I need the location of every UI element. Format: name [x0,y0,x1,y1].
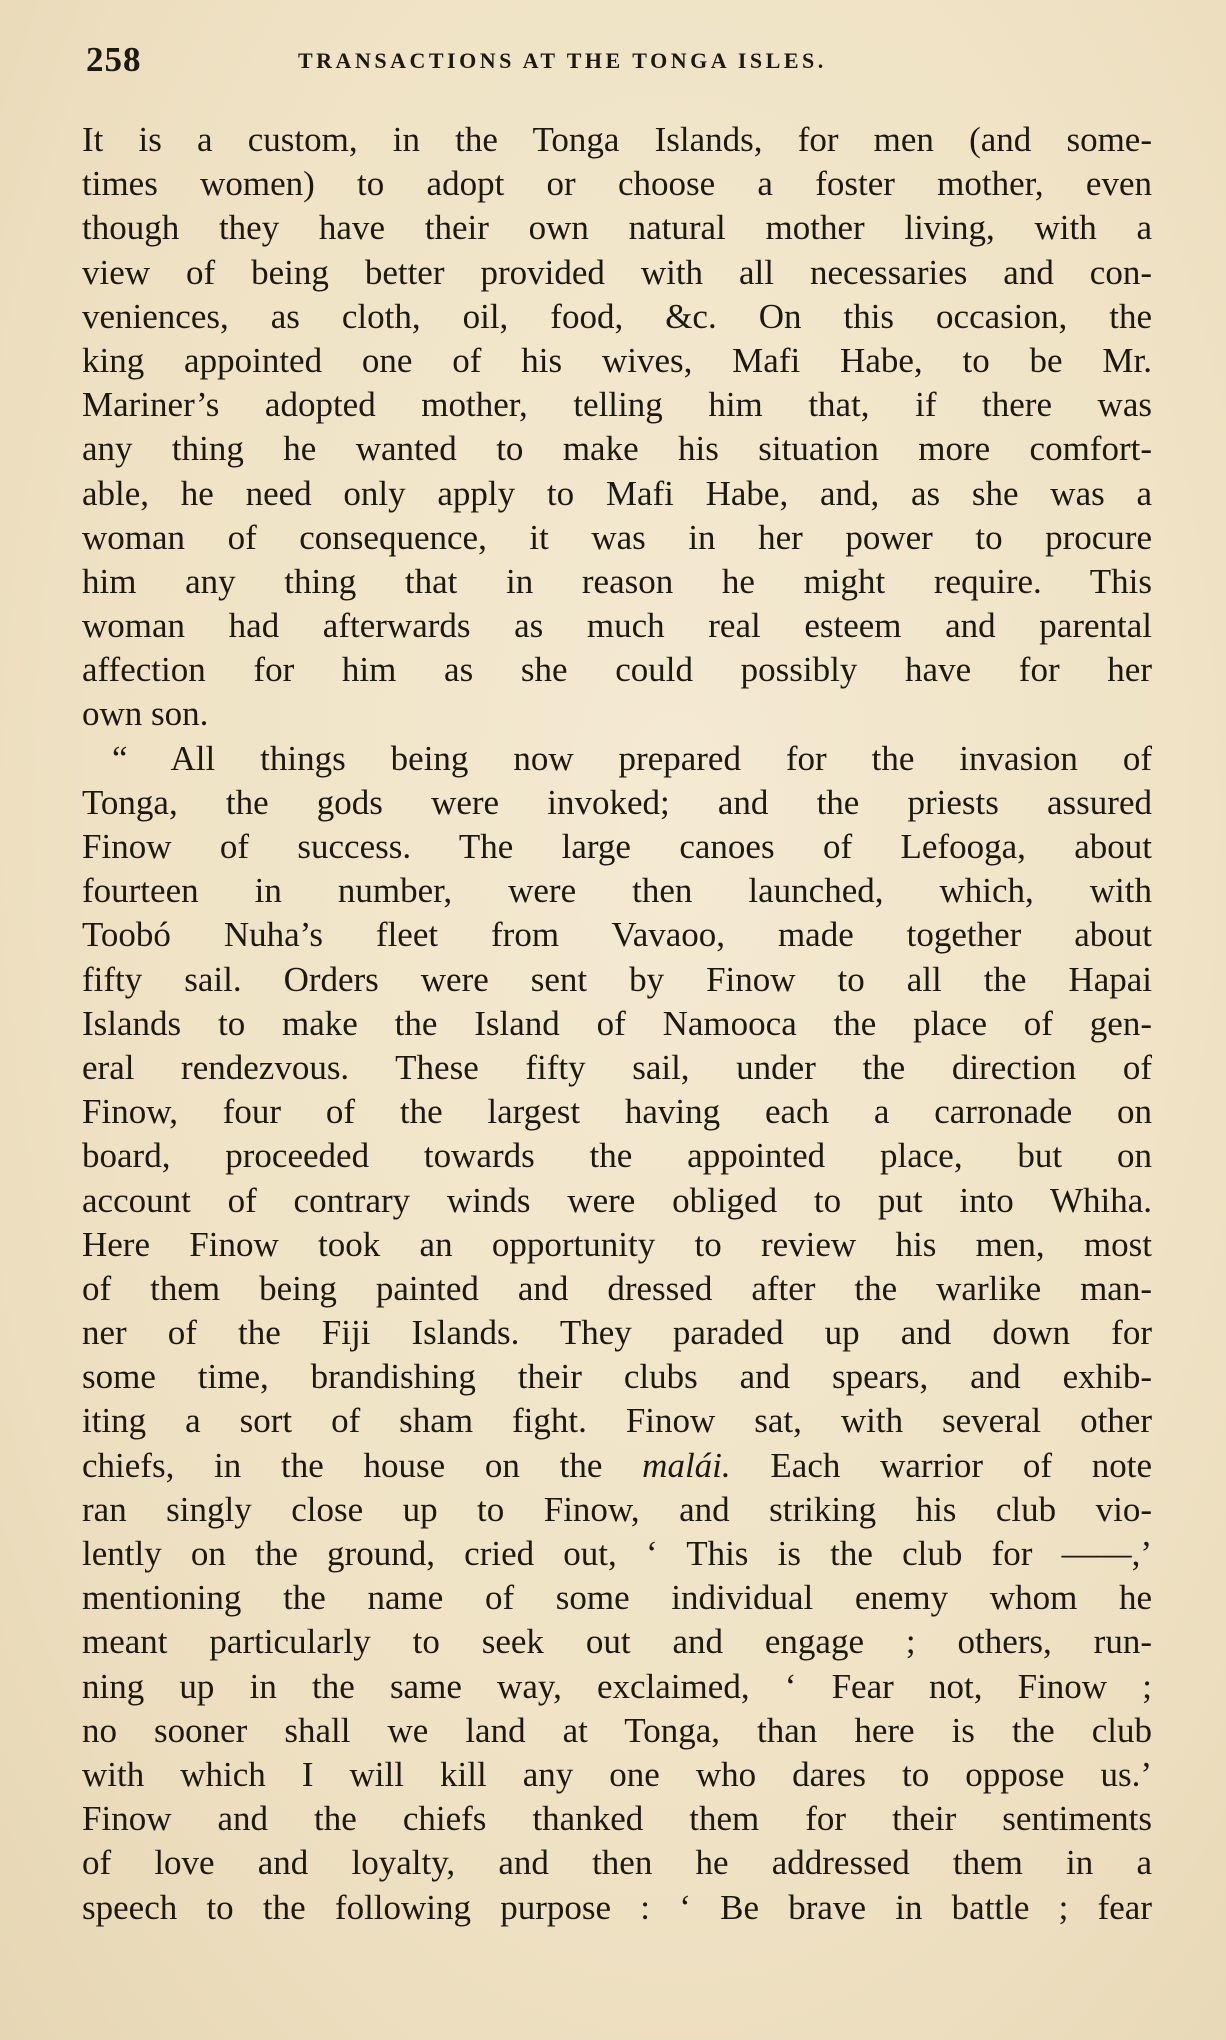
text-line: veniences, as cloth, oil, food, &c. On this occasion, the [82,296,1152,336]
text-line: lently on the ground, cried out, ‘ This is the club for ——,’ [82,1534,1152,1573]
page-header [86,38,1166,82]
text-line: times women) to adopt or choose a foster mother, even [82,164,1152,204]
text-line: ran singly close up to Finow, and striking his club vio- [82,1489,1152,1529]
text-line: woman had afterwards as much real esteem and parental [82,606,1152,646]
text-line: no sooner shall we land at Tonga, than here is the club [82,1710,1152,1750]
text-segment: chiefs, in the house on the [82,1445,643,1485]
text-line: meant particularly to seek out and engage ; others, run- [82,1622,1152,1662]
running-title: TRANSACTIONS AT THE TONGA ISLES. [298,48,827,73]
text-line: board, proceeded towards the appointed place, but on [82,1136,1152,1176]
text-line: of them being painted and dressed after the warlike man- [82,1268,1152,1308]
text-line: view of being better provided with all necessaries and con- [82,252,1152,292]
paragraph-start-line: “ All things being now prepared for the invasion of [112,738,1152,778]
text-line: account of contrary winds were obliged to put into Whiha. [82,1180,1152,1220]
text-line: fourteen in number, were then launched, which, with [82,871,1152,911]
text-line: Tonga, the gods were invoked; and the priests assured [82,782,1152,822]
text-line: speech to the following purpose : ‘ Be brave in battle ; fear [82,1887,1152,1927]
text-line: Finow, four of the largest having each a carronade on [82,1092,1152,1132]
text-line: though they have their own natural mother living, with a [82,208,1152,248]
text-segment: Each warrior of note [730,1445,1152,1485]
text-line: fifty sail. Orders were sent by Finow to all the Hapai [82,959,1152,999]
text-line: of love and loyalty, and then he addressed them in a [82,1843,1152,1883]
text-line: with which I will kill any one who dares to oppose us.’ [82,1754,1152,1794]
paragraph-end-line: own son. [82,694,209,734]
body-text [82,118,1152,1930]
text-line: iting a sort of sham fight. Finow sat, with several other [82,1401,1152,1441]
text-line: any thing he wanted to make his situation more comfort- [82,429,1152,469]
text-line: It is a custom, in the Tonga Islands, for men (and some- [82,120,1152,159]
text-line: Mariner’s adopted mother, telling him that, if there was [82,385,1152,425]
text-line: Finow of success. The large canoes of Lefooga, about [82,827,1152,866]
text-line: able, he need only apply to Mafi Habe, and, as she was a [82,473,1152,513]
text-line: eral rendezvous. These fifty sail, under the direction of [82,1047,1152,1087]
text-line: Finow and the chiefs thanked them for their sentiments [82,1799,1152,1839]
text-line: Here Finow took an opportunity to review his men, most [82,1224,1152,1264]
text-line: him any thing that in reason he might require. This [82,561,1152,601]
text-line: Islands to make the Island of Namooca the place of gen- [82,1003,1152,1043]
text-line: Toobó Nuha’s fleet from Vavaoo, made together about [82,915,1152,955]
text-line: woman of consequence, it was in her power to procure [82,517,1152,557]
text-line: ner of the Fiji Islands. They paraded up and down for [82,1313,1152,1353]
text-line-with-italic [82,1444,1152,1488]
text-line: mentioning the name of some individual enemy whom he [82,1578,1152,1618]
text-line: affection for him as she could possibly have for her [82,650,1152,690]
text-line: ning up in the same way, exclaimed, ‘ Fear not, Finow ; [82,1666,1152,1706]
text-line: some time, brandishing their clubs and spears, and exhib- [82,1357,1152,1397]
italic-term-malai: malái. [642,1445,731,1485]
page-number: 258 [86,40,142,79]
text-line: king appointed one of his wives, Mafi Habe, to be Mr. [82,340,1152,380]
